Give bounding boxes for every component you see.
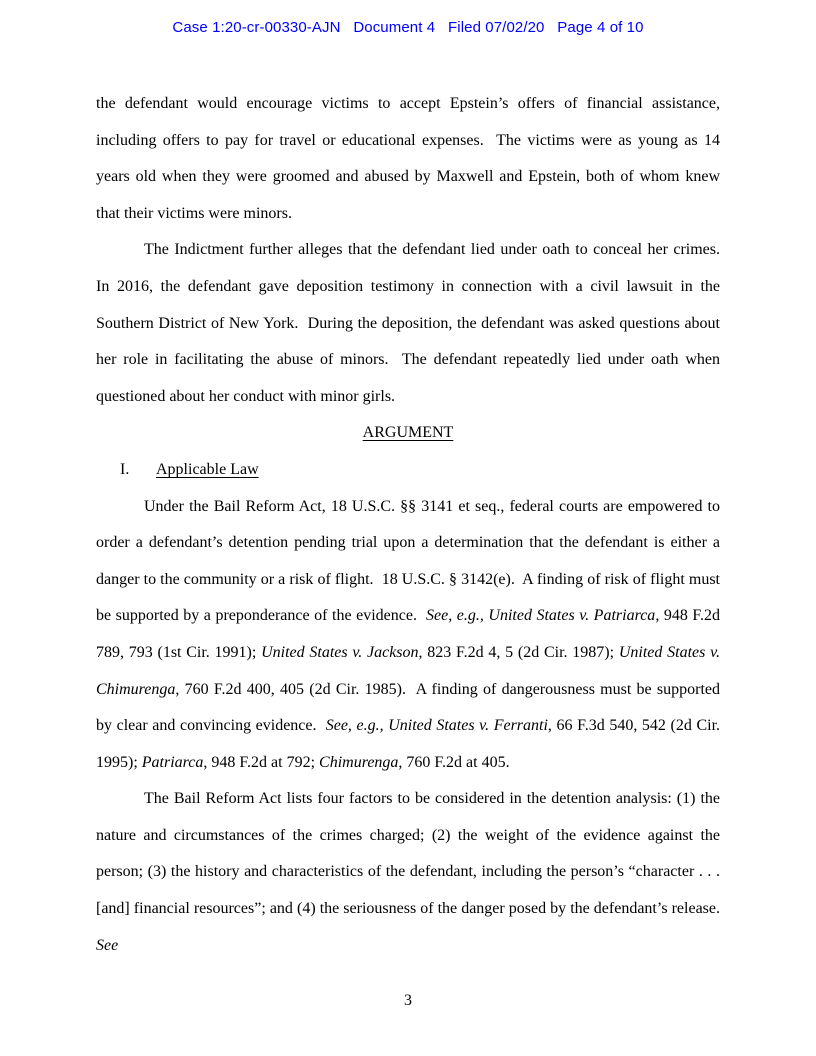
section-heading-applicable-law (96, 452, 720, 489)
argument-heading-text: ARGUMENT (362, 424, 454, 442)
body-paragraph-3: Under the Bail Reform Act, 18 U.S.C. §§ 3141 et seq., federal courts are empowered to order a defendant’s detention pending trial upon a determination that the defendant is either a danger to the community or a risk of flight. 18 U.S.C. § 3142(e). A finding of risk of flight must be supported by a preponderance of the evidence. See, e.g., United States v. Patriarca, 948 F.2d 789, 793 (1st Cir. 1991); United States v. Jackson, 823 F.2d 4, 5 (2d Cir. 1987); United States v. Chimurenga, 760 F.2d 400, 405 (2d Cir. 1985). A finding of dangerousness must be supported by clear and convincing evidence. See, e.g., United States v. Ferranti, 66 F.3d 540, 542 (2d Cir. 1995); Patriarca, 948 F.2d at 792; Chimurenga, 760 F.2d at 405. (96, 497, 725, 771)
body-paragraph-4: The Bail Reform Act lists four factors to be considered in the detention analysis: (1) the nature and circumstances of the crimes charged; (2) the weight of the evidence against the person; (3) the history and characteristics of the defendant, including the person’s “character . . . [and] financial resources”; and (4) the seriousness of the danger posed by the defendant’s release. See (96, 790, 728, 954)
case-stamp-header: Case 1:20-cr-00330-AJN Document 4 Filed 07/02/20 Page 4 of 10 (172, 19, 644, 36)
body-paragraph-2: The Indictment further alleges that the defendant lied under oath to conceal her crimes. In 2016, the defendant gave deposition testimony in connection with a civil lawsuit in the Southern District of New York. During the deposition, the defendant was asked questions about her role in facilitating the abuse of minors. The defendant repeatedly lied under oath when questioned about her conduct with minor girls. (96, 241, 728, 405)
document-body (96, 86, 728, 964)
section-number: I. (120, 460, 130, 478)
body-paragraph-1: the defendant would encourage victims to accept Epstein’s offers of financial assistance, including offers to pay for travel or educational expenses. The victims were as young as 14 years old when they were groomed and abused by Maxwell and Epstein, both of whom knew that their victims were minors. (96, 95, 724, 222)
argument-heading (96, 415, 720, 452)
section-title: Applicable Law (156, 460, 259, 478)
page-number: 3 (404, 992, 412, 1009)
